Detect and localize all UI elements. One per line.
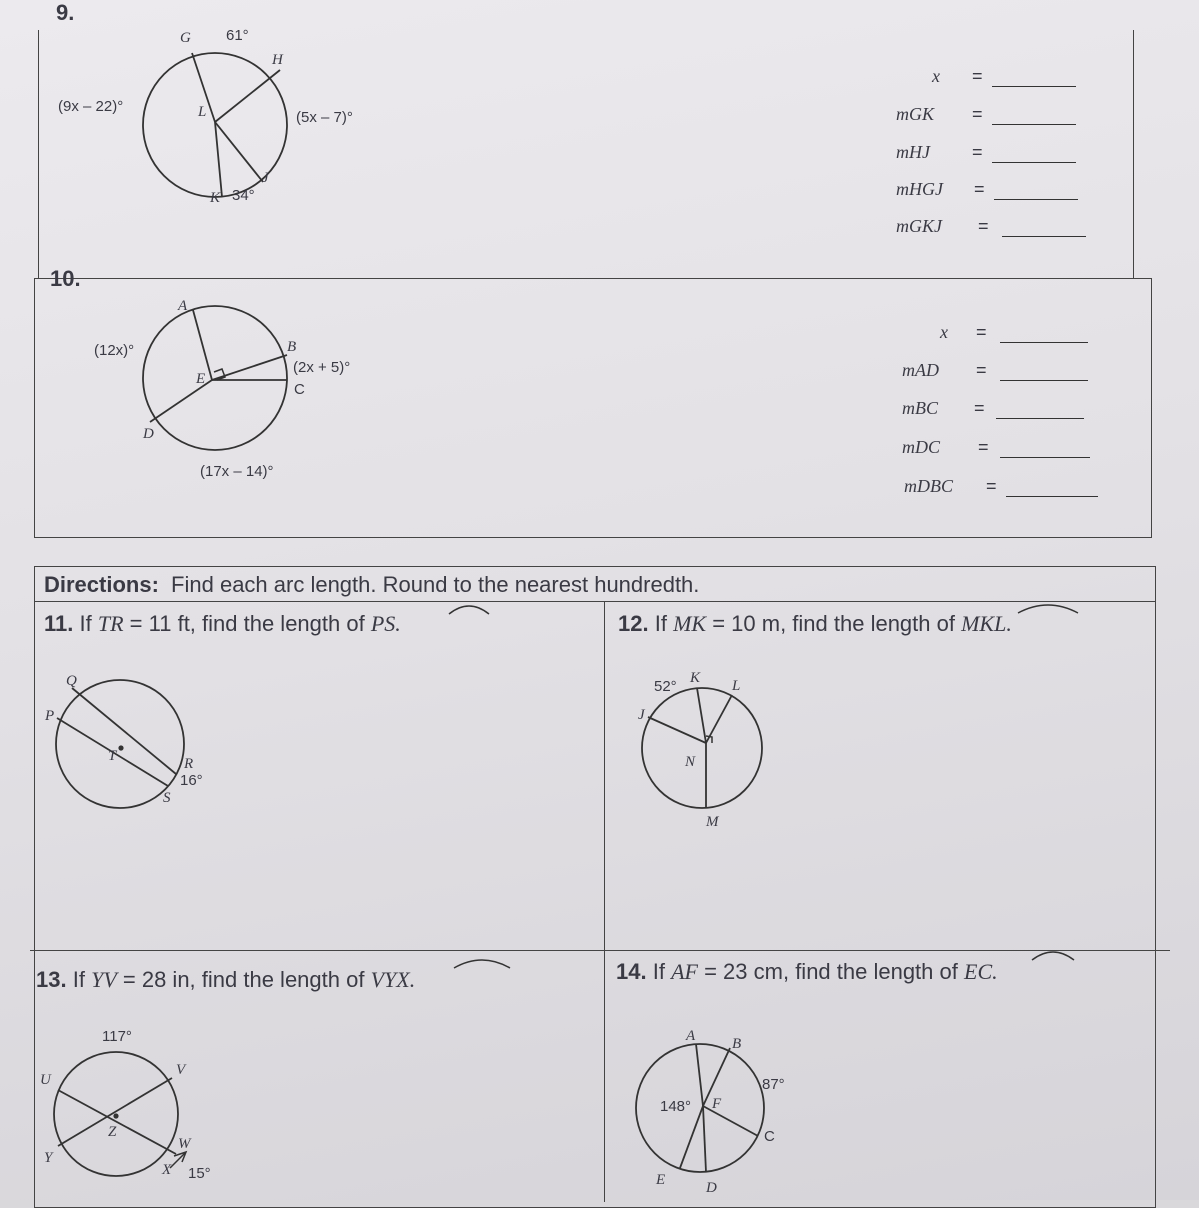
label-D: D [143, 426, 154, 442]
directions-heading: Directions: [44, 572, 159, 597]
problem-12-if: If [654, 611, 667, 636]
label-angle-148: 148° [660, 1098, 692, 1115]
answer-label-mBC: mBC [902, 398, 938, 418]
answer-label-mGK: mGK [896, 104, 935, 124]
expr-9x-22: (9x – 22)° [58, 98, 124, 115]
answer-blank[interactable] [1002, 236, 1086, 237]
label-D: D [706, 1180, 717, 1196]
problem-14-text: = 23 cm, find the length of [704, 959, 958, 984]
problem-12-diagram [634, 680, 770, 816]
label-angle-16: 16° [180, 772, 203, 789]
problem-13-var: YV [91, 967, 117, 992]
answer-label-x: x [932, 66, 940, 86]
answer-label-mHGJ: mHGJ [896, 179, 943, 199]
problem-12-arc: MKL. [961, 611, 1012, 636]
label-N: N [685, 754, 696, 770]
label-V: V [176, 1062, 186, 1078]
problem-9-diagram [130, 40, 310, 215]
label-H: H [272, 52, 283, 68]
problem-11-statement [44, 611, 401, 637]
problem-12-number: 12. [618, 611, 649, 636]
answer-blank[interactable] [1000, 380, 1088, 381]
answer-blank[interactable] [992, 86, 1076, 87]
equals-sign: = [972, 104, 983, 124]
problem-11-diagram [50, 678, 200, 818]
label-E: E [656, 1172, 666, 1188]
label-F: F [712, 1096, 722, 1112]
label-Z: Z [108, 1124, 117, 1140]
label-L: L [732, 678, 741, 694]
grid-horizontal-divider [30, 950, 1170, 951]
label-J: J [262, 170, 269, 186]
problem-13-number: 13. [36, 967, 67, 992]
answer-blank[interactable] [992, 162, 1076, 163]
arc-length-grid [34, 566, 1156, 1208]
equals-sign: = [986, 476, 997, 496]
label-angle-15: 15° [188, 1165, 211, 1182]
equals-sign: = [974, 179, 985, 199]
expr-17x-14: (17x – 14)° [200, 463, 274, 480]
label-angle-117: 117° [102, 1028, 132, 1045]
problem-12-statement [618, 611, 1012, 637]
grid-vertical-divider [604, 602, 605, 1202]
problem-13-text: = 28 in, find the length of [122, 967, 365, 992]
label-Q: Q [66, 673, 77, 689]
label-A: A [686, 1028, 696, 1044]
label-angle-87: 87° [762, 1076, 785, 1093]
label-W: W [178, 1136, 191, 1152]
answer-label-x: x [940, 322, 948, 342]
arc-symbol [452, 956, 512, 970]
problem-14-diagram [630, 1040, 780, 1180]
answer-blank[interactable] [996, 418, 1084, 419]
problem-11-number: 11. [44, 611, 74, 636]
problem-13-if: If [72, 967, 85, 992]
label-B: B [732, 1036, 742, 1052]
problem-14-statement [616, 959, 998, 985]
label-G: G [180, 30, 191, 46]
label-J: J [638, 707, 645, 723]
directions-divider [34, 601, 1156, 602]
label-U: U [40, 1072, 51, 1088]
problem-12-var: MK [673, 611, 707, 636]
label-K: K [210, 190, 221, 206]
label-C: C [764, 1128, 775, 1145]
label-X: X [162, 1162, 172, 1178]
label-Y: Y [44, 1150, 53, 1166]
label-A: A [178, 298, 188, 314]
label-L: L [198, 104, 207, 120]
answer-label-mHJ: mHJ [896, 142, 930, 162]
label-E: E [196, 371, 206, 387]
equals-sign: = [976, 322, 987, 342]
problem-11-arc: PS. [370, 611, 401, 636]
equals-sign: = [972, 66, 983, 86]
answer-label-mDBC: mDBC [904, 476, 953, 496]
problem-11-var: TR [97, 611, 124, 636]
label-angle-61: 61° [226, 27, 249, 44]
problem-14-if: If [652, 959, 665, 984]
equals-sign: = [976, 360, 987, 380]
equals-sign: = [972, 142, 983, 162]
label-K: K [690, 670, 701, 686]
problem-14-var: AF [671, 959, 698, 984]
problem-14-number: 14. [616, 959, 647, 984]
problem-11-if: If [79, 611, 92, 636]
expr-12x: (12x)° [94, 342, 135, 359]
arc-symbol [1016, 601, 1080, 615]
answer-blank[interactable] [992, 124, 1076, 125]
directions-text: Find each arc length. Round to the nearest hundredth. [171, 572, 700, 597]
label-S: S [163, 790, 171, 806]
label-B: B [287, 339, 297, 355]
label-M: M [706, 814, 719, 830]
label-T: T [108, 748, 117, 764]
problem-14-arc: EC. [964, 959, 998, 984]
answer-blank[interactable] [1006, 496, 1098, 497]
problem-10-number: 10. [50, 266, 81, 291]
arc-symbol [1030, 948, 1076, 962]
equals-sign: = [974, 398, 985, 418]
problem-10-diagram [130, 300, 310, 460]
arc-symbol [447, 602, 491, 616]
label-P: P [45, 708, 55, 724]
label-angle-52: 52° [654, 678, 677, 695]
expr-5x-7: (5x – 7)° [296, 109, 353, 126]
problem-9-number: 9. [56, 0, 75, 25]
equals-sign: = [978, 216, 989, 236]
answer-label-mDC: mDC [902, 437, 941, 457]
answer-blank[interactable] [1000, 342, 1088, 343]
equals-sign: = [978, 437, 989, 457]
expr-2x-5: (2x + 5)° [293, 359, 351, 376]
problem-11-text: = 11 ft, find the length of [129, 611, 365, 636]
problem-12-text: = 10 m, find the length of [712, 611, 955, 636]
directions-line [44, 572, 699, 598]
answer-blank[interactable] [994, 199, 1078, 200]
label-C: C [294, 381, 305, 398]
problem-13-arc: VYX. [370, 967, 416, 992]
answer-label-mGKJ: mGKJ [896, 216, 942, 236]
label-angle-34: 34° [232, 187, 255, 204]
problem-13-statement [36, 967, 415, 993]
label-R: R [184, 756, 194, 772]
answer-label-mAD: mAD [902, 360, 939, 380]
answer-blank[interactable] [1000, 457, 1090, 458]
